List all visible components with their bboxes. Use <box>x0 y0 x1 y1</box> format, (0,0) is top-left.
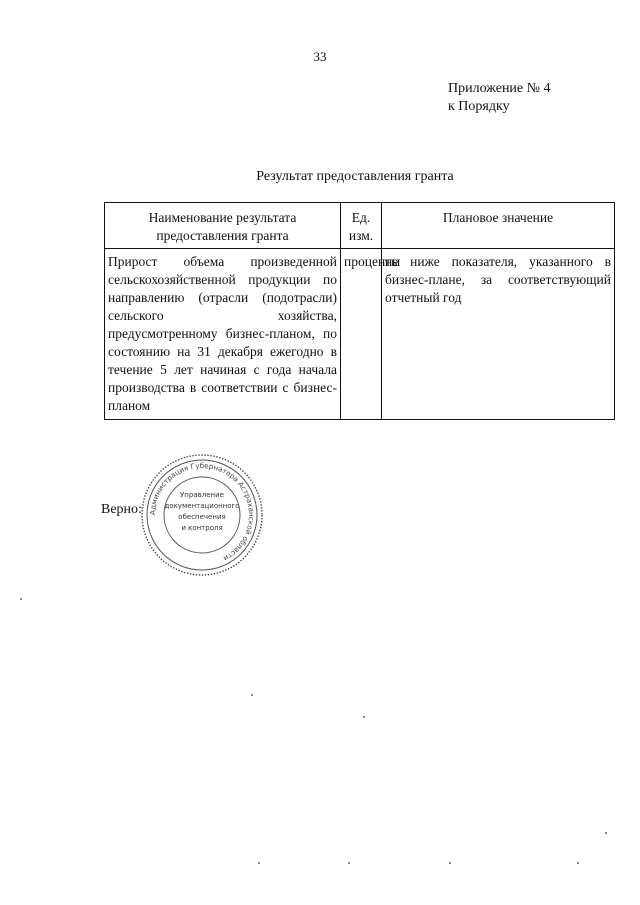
cell-unit: проценты <box>341 249 382 420</box>
table-row <box>105 249 615 420</box>
scan-speck <box>363 716 365 718</box>
appendix-line-1: Приложение № 4 <box>448 81 551 96</box>
appendix-reference <box>448 80 551 116</box>
scan-speck <box>577 862 579 864</box>
page-number: 33 <box>313 49 327 64</box>
scan-speck <box>348 862 350 864</box>
cell-planned-value: не ниже показателя, указанного в бизнес-плане, за соответствующий отчетный год <box>382 249 615 420</box>
document-title: Результат предоставления гранта <box>256 169 454 184</box>
seal-center-line-1: Управление <box>180 491 224 499</box>
scan-speck <box>258 862 260 864</box>
scan-speck <box>605 832 607 834</box>
scan-speck <box>449 862 451 864</box>
cell-result-name: Прирост объема произведенной сельскохозяйственной продукции по направлению (отрасли (подотрасли) сельского хозяйства, предусмотренному бизнес-планом, по состоянию на 31 декабря ежегодно в течение 5 лет начиная с года начала производства в соответствии с бизнес-планом <box>105 249 341 420</box>
seal-center-line-2: документационного <box>164 502 240 510</box>
scan-speck <box>251 694 253 696</box>
header-planned-value: Плановое значение <box>382 203 615 249</box>
table-header-row <box>105 203 615 249</box>
header-unit: Ед. изм. <box>341 203 382 249</box>
seal-center-line-4: и контроля <box>181 524 223 532</box>
grant-result-table <box>104 202 615 420</box>
scan-speck <box>20 598 22 600</box>
certification-label: Верно: <box>101 502 142 517</box>
seal-center-line-3: обеспечения <box>178 513 226 521</box>
official-seal <box>140 453 264 577</box>
header-result-name: Наименование результата предоставления гранта <box>105 203 341 249</box>
seal-ring-text: Администрация Губернатора Астраханской области <box>147 460 257 564</box>
appendix-line-2: к Порядку <box>448 99 510 114</box>
